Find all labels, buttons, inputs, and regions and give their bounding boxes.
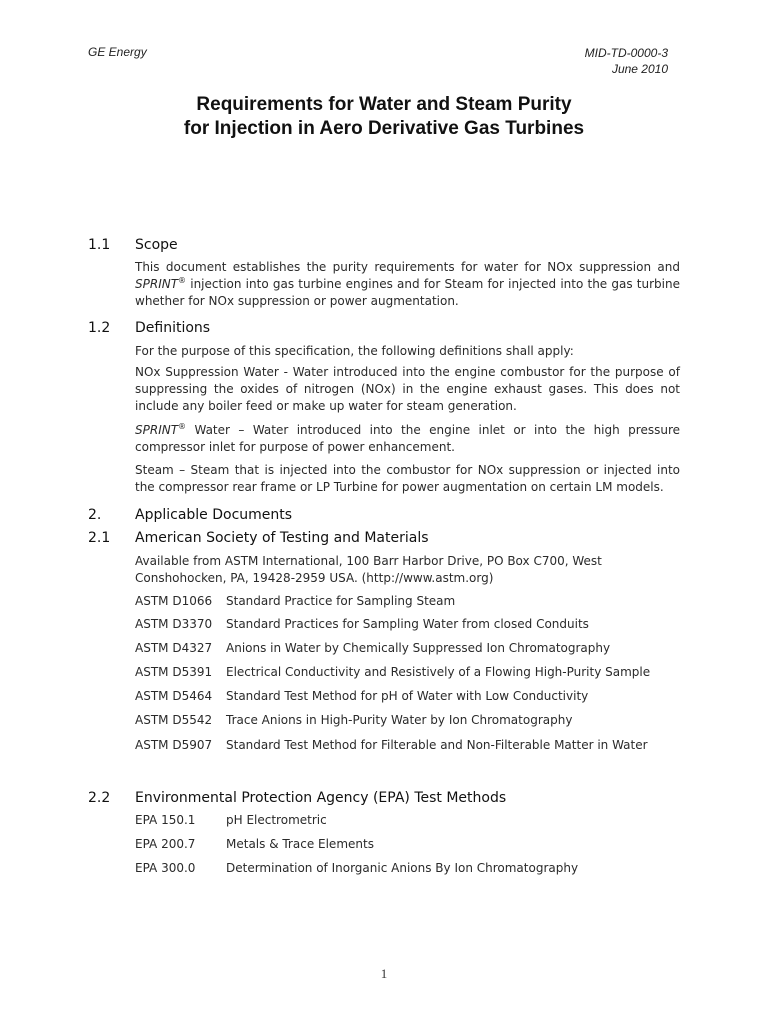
title-line-1: Requirements for Water and Steam Purity <box>196 94 572 115</box>
header-doc-info <box>585 45 668 77</box>
sprint-term: SPRINT <box>135 277 179 291</box>
section-number: 1.1 <box>88 237 111 253</box>
astm-ref-row <box>135 665 650 679</box>
header-company: GE Energy <box>88 45 147 59</box>
section-number: 2. <box>88 507 102 523</box>
definition-nox-water: NOx Suppression Water - Water introduced into the engine combustor for the purpose of suppressing the oxides of nitrogen (NOx) in the engine exhaust gases. This does not include any boiler feed or make up water for steam generation. <box>135 365 680 413</box>
ref-code: EPA 300.0 <box>135 861 196 875</box>
astm-ref-row <box>135 641 610 655</box>
registered-mark: ® <box>178 276 187 285</box>
ref-description: Standard Test Method for pH of Water with Low Conductivity <box>226 689 589 703</box>
ref-code: ASTM D5907 <box>135 738 213 752</box>
registered-mark: ® <box>178 422 187 431</box>
astm-ref-row <box>135 594 455 608</box>
section-title: American Society of Testing and Materials <box>135 530 429 546</box>
section-title: Scope <box>135 237 178 253</box>
header-date: June 2010 <box>611 62 668 76</box>
astm-availability: Available from ASTM International, 100 Barr Harbor Drive, PO Box C700, West Conshohocken, PA, 19428-2959 USA. (http://www.astm.org) <box>135 554 602 585</box>
section-title: Applicable Documents <box>135 507 293 523</box>
section-title: Environmental Protection Agency (EPA) Test Methods <box>135 790 507 806</box>
ref-description: Electrical Conductivity and Resistively of a Flowing High-Purity Sample <box>226 665 651 679</box>
ref-code: ASTM D3370 <box>135 617 213 631</box>
section-heading-epa <box>88 790 506 806</box>
document-title <box>0 93 768 141</box>
header-doc-id: MID-TD-0000-3 <box>584 46 668 60</box>
astm-ref-row <box>135 713 572 727</box>
ref-code: ASTM D5542 <box>135 713 213 727</box>
section-title: Definitions <box>135 320 211 336</box>
scope-text-a: This document establishes the purity requirements for water for NOx suppression and <box>135 260 680 274</box>
ref-description: Anions in Water by Chemically Suppressed Ion Chromatography <box>226 641 611 655</box>
astm-ref-row <box>135 738 648 752</box>
astm-ref-row <box>135 617 589 631</box>
definition-steam: Steam – Steam that is injected into the combustor for NOx suppression or injected into the compressor rear frame or LP Turbine for power augmentation on certain LM models. <box>135 463 680 494</box>
ref-code: EPA 200.7 <box>135 837 196 851</box>
ref-code: ASTM D5464 <box>135 689 213 703</box>
ref-description: Metals & Trace Elements <box>226 837 374 851</box>
scope-paragraph <box>135 259 680 310</box>
epa-ref-row <box>135 813 327 827</box>
ref-code: EPA 150.1 <box>135 813 196 827</box>
section-heading-definitions <box>88 320 210 336</box>
sprint-term: SPRINT <box>135 423 179 437</box>
title-line-2: for Injection in Aero Derivative Gas Turbines <box>183 118 585 139</box>
section-heading-applicable-documents <box>88 507 292 523</box>
ref-description: Standard Practices for Sampling Water from closed Conduits <box>226 617 589 631</box>
ref-description: pH Electrometric <box>226 813 327 827</box>
ref-description: Standard Test Method for Filterable and Non-Filterable Matter in Water <box>226 738 648 752</box>
ref-description: Trace Anions in High-Purity Water by Ion Chromatography <box>226 713 573 727</box>
section-heading-scope <box>88 237 178 253</box>
epa-ref-row <box>135 837 374 851</box>
section-number: 2.1 <box>88 530 111 546</box>
definition-sprint-water <box>135 422 680 456</box>
ref-code: ASTM D4327 <box>135 641 213 655</box>
page-number: 1 <box>380 966 388 981</box>
sprint-definition-text: Water – Water introduced into the engine inlet or into the high pressure compressor inlet for purpose of power enhancement. <box>135 423 680 454</box>
ref-code: ASTM D5391 <box>135 665 213 679</box>
epa-ref-row <box>135 861 578 875</box>
astm-ref-row <box>135 689 588 703</box>
section-number: 1.2 <box>88 320 111 336</box>
ref-description: Standard Practice for Sampling Steam <box>226 594 456 608</box>
scope-text-b: injection into gas turbine engines and for Steam for injected into the gas turbine whether for NOx suppression or power augmentation. <box>135 277 680 308</box>
section-heading-astm <box>88 530 429 546</box>
ref-description: Determination of Inorganic Anions By Ion Chromatography <box>226 861 579 875</box>
section-number: 2.2 <box>88 790 111 806</box>
ref-code: ASTM D1066 <box>135 594 213 608</box>
definitions-intro: For the purpose of this specification, the following definitions shall apply: <box>135 344 574 358</box>
